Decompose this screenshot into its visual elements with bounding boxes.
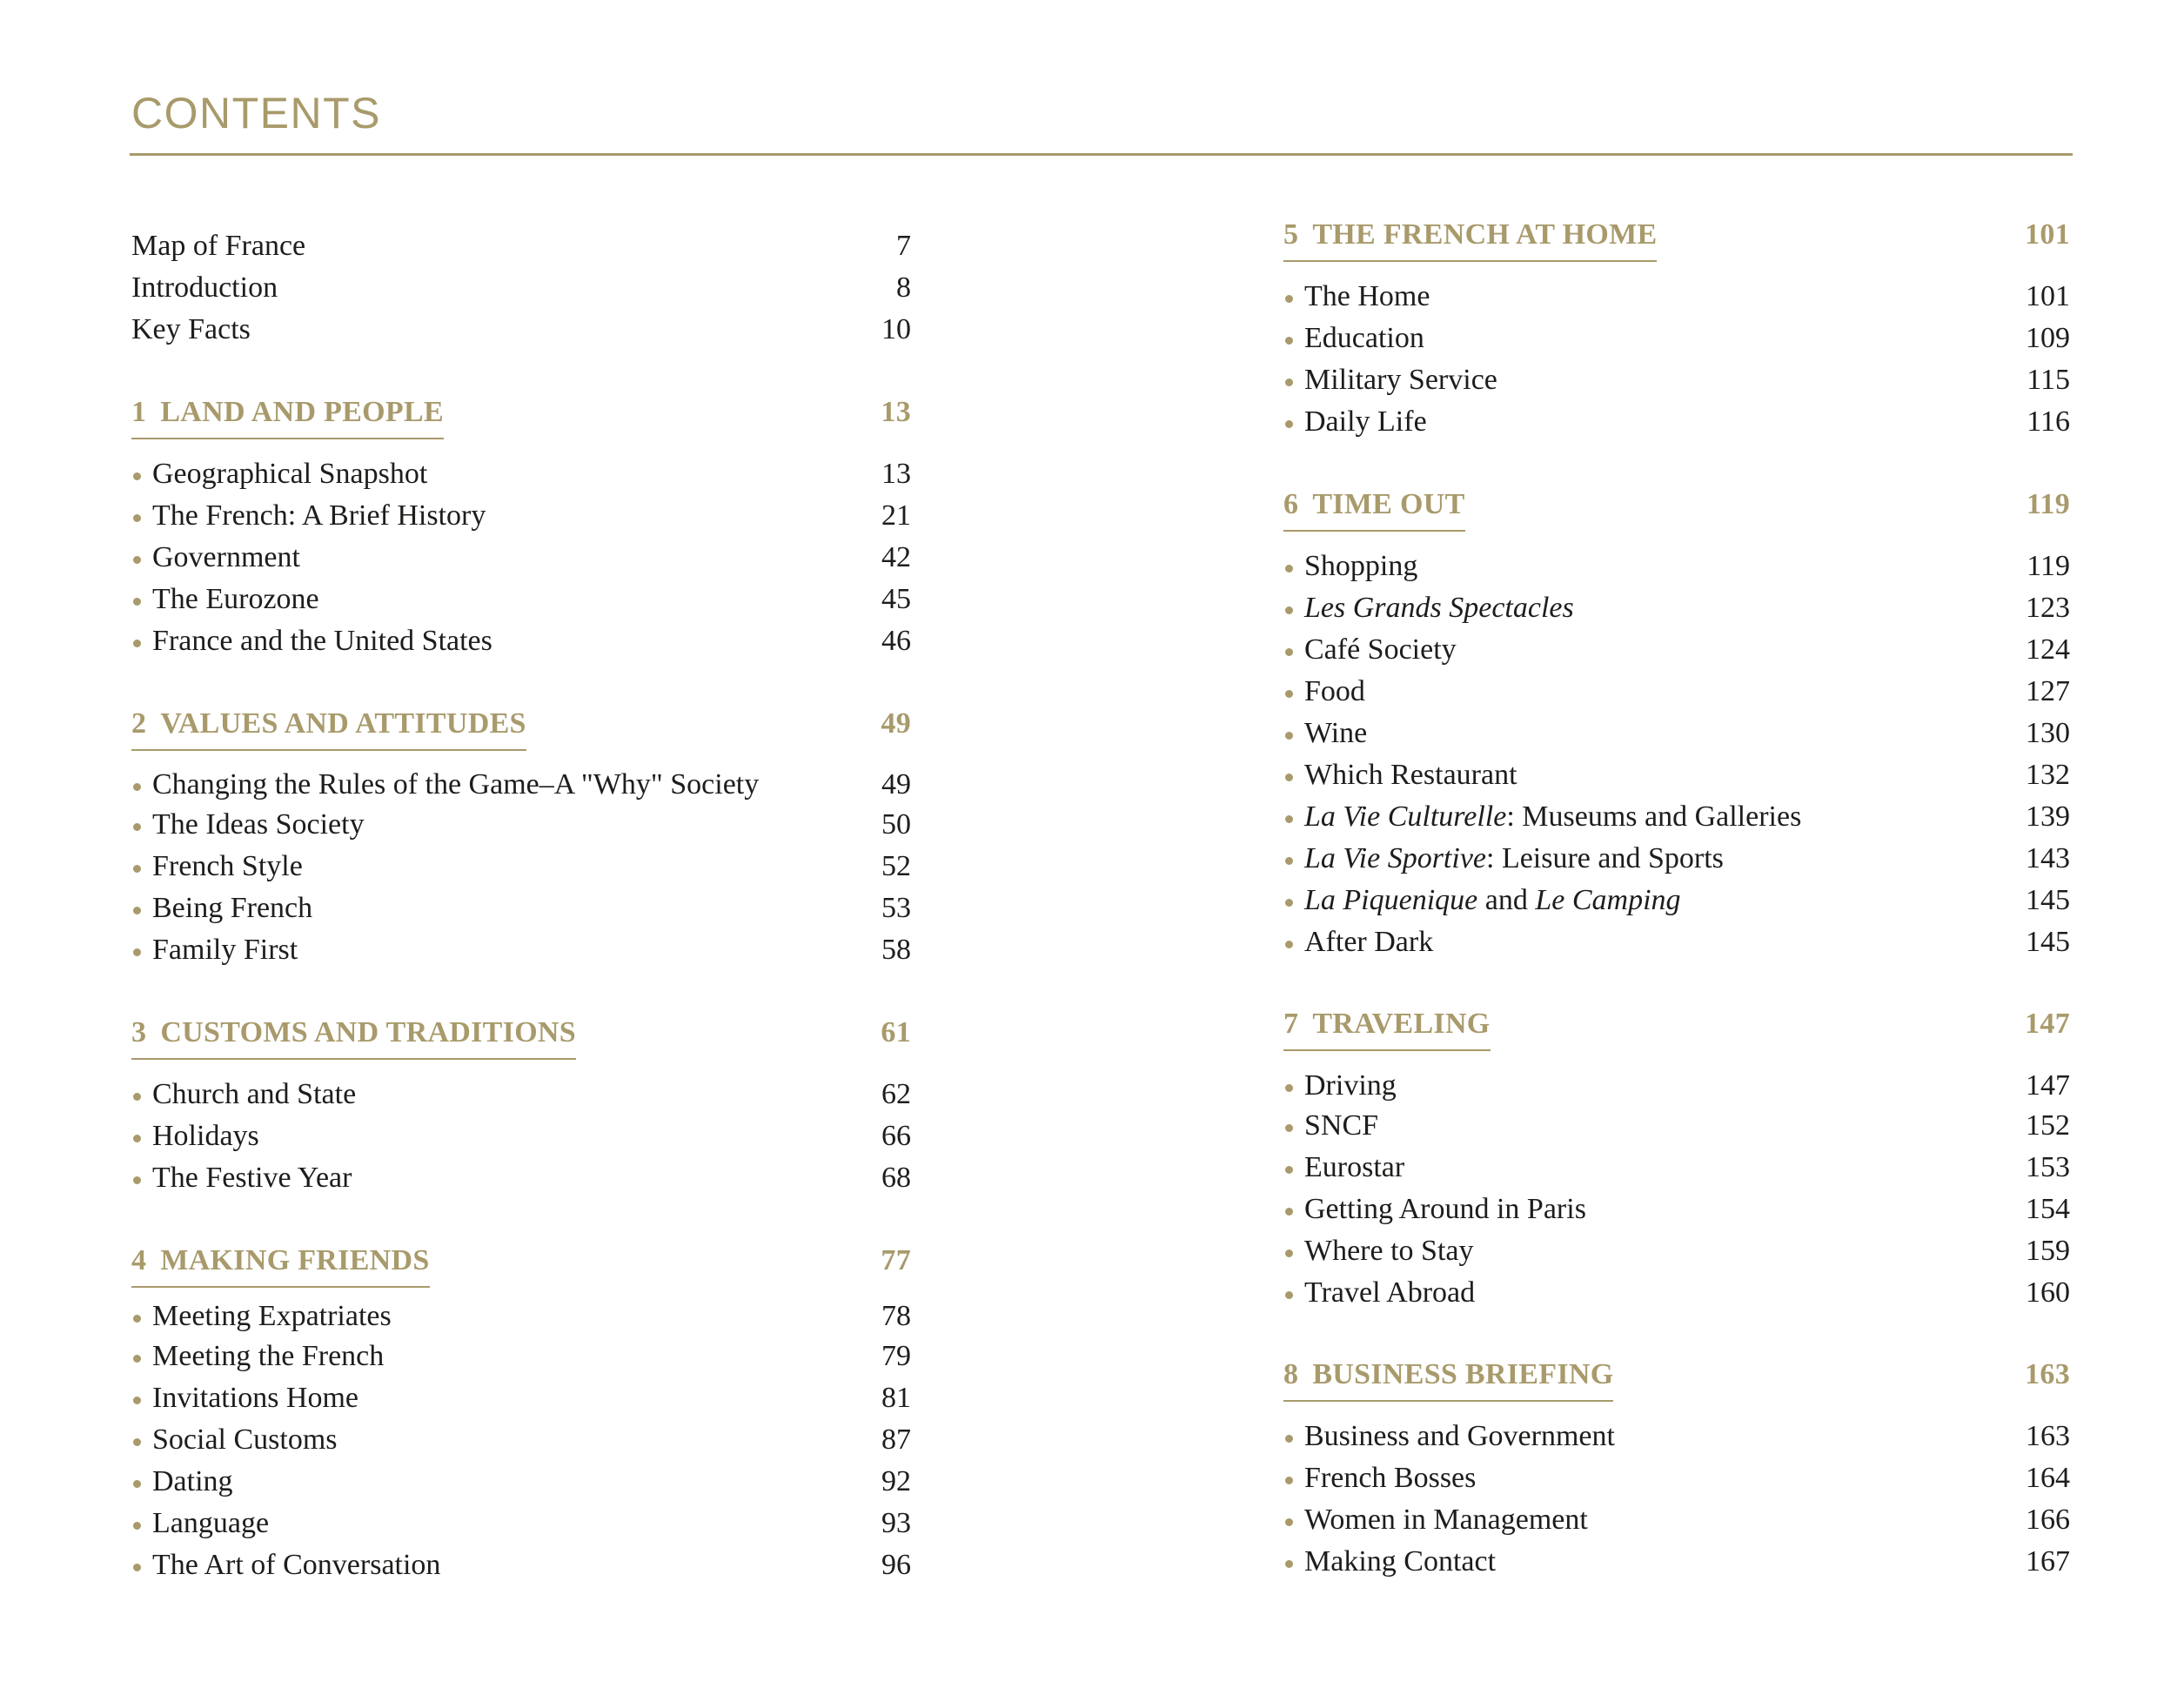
toc-entry[interactable] — [1283, 1459, 2070, 1497]
entry-title: Wine — [1283, 714, 1367, 753]
entry-title: Women in Management — [1283, 1501, 1588, 1539]
entry-page: 7 — [896, 230, 911, 262]
entry-title: French Style — [131, 847, 303, 886]
chapter-heading-5[interactable] — [1283, 214, 2070, 256]
entry-page: 127 — [2026, 675, 2070, 707]
entry-page: 62 — [881, 1078, 911, 1110]
toc-entry[interactable] — [1283, 1417, 2070, 1456]
chapter-heading-2[interactable] — [131, 703, 911, 745]
toc-entry[interactable] — [1283, 1501, 2070, 1539]
toc-entry[interactable] — [1283, 403, 2070, 441]
toc-entry[interactable] — [131, 931, 911, 969]
entry-title: Changing the Rules of the Game–A "Why" Society — [131, 766, 759, 804]
toc-entry[interactable] — [131, 539, 911, 577]
entry-page: 147 — [2026, 1069, 2070, 1102]
toc-entry[interactable] — [1283, 1149, 2070, 1187]
toc-entry[interactable] — [131, 455, 911, 493]
chapter-heading-4[interactable] — [131, 1240, 911, 1282]
entry-page: 10 — [881, 313, 911, 345]
chapter-page: 61 — [881, 1016, 911, 1048]
toc-entry[interactable] — [1283, 756, 2070, 794]
entry-title: Government — [131, 539, 300, 577]
chapter-heading-6[interactable] — [1283, 484, 2070, 526]
entry-title: The Festive Year — [131, 1159, 352, 1197]
toc-entry[interactable] — [131, 1337, 911, 1376]
chapter-page: 13 — [881, 396, 911, 428]
toc-entry[interactable] — [131, 766, 911, 804]
entry-title: Les Grands Spectacles — [1283, 589, 1574, 627]
title-rule — [130, 153, 2073, 156]
entry-page: 49 — [881, 768, 911, 800]
entry-title: Language — [131, 1504, 269, 1543]
entry-page: 123 — [2026, 592, 2070, 624]
entry-page: 167 — [2026, 1545, 2070, 1577]
entry-title: Food — [1283, 673, 1365, 711]
entry-title: Café Society — [1283, 631, 1457, 669]
entry-title: Travel Abroad — [1283, 1274, 1475, 1312]
toc-entry-map-of-france[interactable] — [131, 227, 911, 265]
toc-entry[interactable] — [131, 1421, 911, 1459]
chapter-page: 119 — [2026, 488, 2070, 520]
entry-title: Which Restaurant — [1283, 756, 1517, 794]
entry-title: The Home — [1283, 278, 1430, 316]
entry-page: 166 — [2026, 1504, 2070, 1536]
entry-title: After Dark — [1283, 923, 1433, 961]
chapter-title: 6 TIME OUT — [1283, 484, 1465, 526]
chapter-title: 7 TRAVELING — [1283, 1003, 1491, 1045]
entry-page: 53 — [881, 892, 911, 924]
entry-title: SNCF — [1283, 1107, 1378, 1145]
toc-entry[interactable] — [1283, 589, 2070, 627]
entry-title: Getting Around in Paris — [1283, 1190, 1586, 1229]
page-title: CONTENTS — [131, 89, 381, 137]
entry-page: 159 — [2026, 1235, 2070, 1267]
entry-page: 152 — [2026, 1109, 2070, 1142]
chapter-title: 1 LAND AND PEOPLE — [131, 392, 444, 433]
entry-title: La Vie Sportive: Leisure and Sports — [1283, 840, 1724, 878]
chapter-page: 147 — [2025, 1008, 2070, 1040]
entry-page: 93 — [881, 1507, 911, 1539]
toc-entry[interactable] — [1283, 714, 2070, 753]
entry-title: Meeting the French — [131, 1337, 384, 1376]
toc-entry-introduction[interactable] — [131, 269, 911, 307]
toc-entry[interactable] — [1283, 361, 2070, 399]
entry-page: 101 — [2026, 280, 2070, 312]
toc-entry[interactable] — [131, 1159, 911, 1197]
entry-title: Eurostar — [1283, 1149, 1404, 1187]
entry-title: Key Facts — [131, 313, 251, 345]
toc-entry[interactable] — [1283, 278, 2070, 316]
toc-entry[interactable] — [1283, 547, 2070, 586]
toc-entry[interactable] — [131, 1075, 911, 1114]
entry-title: Meeting Expatriates — [131, 1297, 392, 1336]
toc-entry[interactable] — [131, 622, 911, 660]
entry-title: France and the United States — [131, 622, 492, 660]
entry-title: Making Contact — [1283, 1543, 1496, 1581]
toc-entry[interactable] — [1283, 631, 2070, 669]
chapter-title: 2 VALUES AND ATTITUDES — [131, 703, 526, 745]
toc-entry[interactable] — [1283, 1067, 2070, 1105]
entry-page: 87 — [881, 1423, 911, 1456]
entry-title: Family First — [131, 931, 298, 969]
entry-title: La Vie Culturelle: Museums and Galleries — [1283, 798, 1801, 836]
entry-title: Holidays — [131, 1117, 259, 1155]
entry-page: 145 — [2026, 884, 2070, 916]
toc-entry[interactable] — [1283, 840, 2070, 878]
entry-page: 58 — [881, 934, 911, 966]
entry-page: 81 — [881, 1382, 911, 1414]
entry-page: 139 — [2026, 800, 2070, 833]
toc-entry[interactable] — [1283, 1107, 2070, 1145]
entry-title: Education — [1283, 319, 1424, 358]
entry-title: Dating — [131, 1463, 233, 1501]
chapter-title: 8 BUSINESS BRIEFING — [1283, 1354, 1613, 1396]
entry-page: 96 — [881, 1549, 911, 1581]
entry-title: The Eurozone — [131, 580, 319, 619]
entry-title: Daily Life — [1283, 403, 1427, 441]
toc-entry[interactable] — [131, 1297, 911, 1336]
chapter-title: 4 MAKING FRIENDS — [131, 1240, 430, 1282]
entry-page: 109 — [2026, 322, 2070, 354]
entry-page: 143 — [2026, 842, 2070, 874]
toc-entry[interactable] — [131, 847, 911, 886]
entry-page: 46 — [881, 625, 911, 657]
toc-entry[interactable] — [131, 1117, 911, 1155]
entry-page: 132 — [2026, 759, 2070, 791]
entry-page: 13 — [881, 458, 911, 490]
toc-entry[interactable] — [131, 1546, 911, 1584]
entry-page: 50 — [881, 808, 911, 841]
chapter-title: 5 THE FRENCH AT HOME — [1283, 214, 1657, 256]
toc-entry[interactable] — [131, 1463, 911, 1501]
entry-title: Driving — [1283, 1067, 1397, 1105]
toc-entry[interactable] — [1283, 1274, 2070, 1312]
entry-page: 115 — [2027, 364, 2070, 396]
chapter-heading-8[interactable] — [1283, 1354, 2070, 1396]
entry-title: Social Customs — [131, 1421, 338, 1459]
entry-title: Where to Stay — [1283, 1232, 1474, 1270]
entry-title: Map of France — [131, 230, 306, 262]
chapter-heading-3[interactable] — [131, 1012, 911, 1054]
chapter-page: 101 — [2025, 218, 2070, 251]
entry-title: Business and Government — [1283, 1417, 1615, 1456]
entry-page: 119 — [2027, 550, 2070, 582]
entry-page: 153 — [2026, 1151, 2070, 1183]
entry-title: Introduction — [131, 271, 278, 304]
entry-page: 154 — [2026, 1193, 2070, 1225]
chapter-page: 49 — [881, 707, 911, 740]
entry-page: 66 — [881, 1120, 911, 1152]
toc-entry-key-facts[interactable] — [131, 311, 911, 349]
entry-title: Church and State — [131, 1075, 356, 1114]
entry-title: Being French — [131, 889, 312, 928]
entry-page: 164 — [2026, 1462, 2070, 1494]
toc-entry[interactable] — [131, 580, 911, 619]
entry-page: 79 — [881, 1340, 911, 1372]
toc-entry[interactable] — [131, 1504, 911, 1543]
entry-page: 42 — [881, 541, 911, 573]
chapter-title: 3 CUSTOMS AND TRADITIONS — [131, 1012, 576, 1054]
toc-entry[interactable] — [1283, 798, 2070, 836]
entry-title: Invitations Home — [131, 1379, 358, 1417]
entry-title: Shopping — [1283, 547, 1417, 586]
entry-page: 130 — [2026, 717, 2070, 749]
entry-title: French Bosses — [1283, 1459, 1476, 1497]
toc-entry[interactable] — [1283, 673, 2070, 711]
toc-entry[interactable] — [131, 889, 911, 928]
entry-title: The Ideas Society — [131, 806, 365, 844]
toc-entry[interactable] — [1283, 1232, 2070, 1270]
entry-page: 160 — [2026, 1276, 2070, 1309]
toc-entry[interactable] — [1283, 881, 2070, 920]
entry-page: 116 — [2027, 405, 2070, 438]
toc-entry[interactable] — [1283, 319, 2070, 358]
entry-title: Geographical Snapshot — [131, 455, 427, 493]
entry-page: 68 — [881, 1162, 911, 1194]
toc-entry[interactable] — [131, 1379, 911, 1417]
entry-page: 21 — [881, 499, 911, 532]
entry-page: 124 — [2026, 633, 2070, 666]
entry-page: 163 — [2026, 1420, 2070, 1452]
chapter-page: 77 — [881, 1244, 911, 1276]
toc-entry[interactable] — [131, 497, 911, 535]
toc-entry[interactable] — [131, 806, 911, 844]
entry-title: La Piquenique and Le Camping — [1283, 881, 1681, 920]
entry-page: 78 — [881, 1300, 911, 1332]
toc-entry[interactable] — [1283, 923, 2070, 961]
entry-title: The Art of Conversation — [131, 1546, 440, 1584]
chapter-heading-1[interactable] — [131, 392, 911, 433]
entry-page: 145 — [2026, 926, 2070, 958]
entry-page: 45 — [881, 583, 911, 615]
chapter-heading-7[interactable] — [1283, 1003, 2070, 1045]
entry-title: The French: A Brief History — [131, 497, 486, 535]
entry-page: 8 — [896, 271, 911, 304]
entry-title: Military Service — [1283, 361, 1497, 399]
entry-page: 92 — [881, 1465, 911, 1497]
toc-entry[interactable] — [1283, 1190, 2070, 1229]
entry-page: 52 — [881, 850, 911, 882]
toc-entry[interactable] — [1283, 1543, 2070, 1581]
chapter-page: 163 — [2025, 1358, 2070, 1390]
